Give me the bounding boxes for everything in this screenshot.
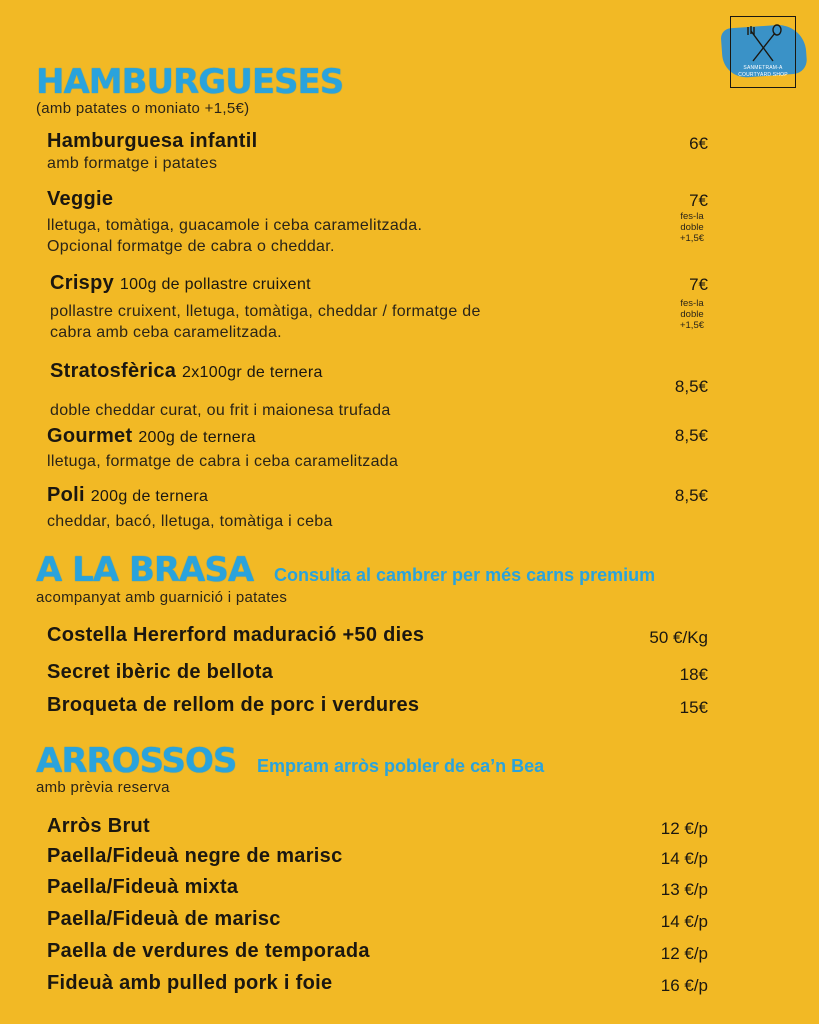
menu-item-name: Paella/Fideuà negre de marisc	[47, 845, 343, 867]
menu-item-desc: Opcional formatge de cabra o cheddar.	[47, 238, 335, 255]
section-subtitle-hamburgueses: (amb patates o moniato +1,5€)	[36, 100, 250, 117]
logo	[730, 16, 796, 88]
double-note-line: fes-la	[680, 211, 704, 222]
menu-item-name: Hamburguesa infantil	[47, 130, 258, 152]
menu-item-price: 12 €/p	[660, 819, 708, 838]
menu-item-name: Paella/Fideuà de marisc	[47, 908, 281, 930]
double-note-line: fes-la	[680, 298, 704, 309]
menu-item-name: Secret ibèric de bellota	[47, 661, 274, 683]
menu-item-name: Paella/Fideuà mixta	[47, 876, 239, 898]
menu-item-price: 8,5€	[674, 377, 708, 396]
menu-item-name	[50, 360, 323, 383]
section-title-hamburgueses: HAMBURGUESES	[36, 62, 344, 102]
section-title-brasa: A LA BRASA	[36, 550, 254, 590]
menu-item-price: 6€	[689, 134, 708, 153]
menu-item-name-text: Stratosfèrica	[50, 360, 177, 382]
menu-item-desc: cabra amb ceba caramelitzada.	[50, 324, 282, 341]
menu-item-inline-desc: 200g de ternera	[138, 429, 256, 446]
menu-item-inline-desc: 2x100gr de ternera	[182, 364, 323, 381]
menu-item-price: 7€	[689, 275, 708, 294]
menu-item-price: 8,5€	[674, 426, 708, 445]
section-subtitle-brasa: acompanyat amb guarnició i patates	[36, 589, 288, 606]
section-subtitle-arrossos: amb prèvia reserva	[36, 779, 170, 796]
menu-item-price: 18€	[679, 665, 708, 684]
section-title-arrossos: ARROSSOS	[36, 741, 237, 781]
logo-text-line2: COURTYARD SHOP	[738, 72, 788, 78]
menu-item-name-text: Poli	[47, 484, 85, 506]
menu-item-name-text: Crispy	[50, 272, 115, 294]
menu-item-desc: lletuga, formatge de cabra i ceba caramelitzada	[47, 453, 399, 470]
menu-item-desc: lletuga, tomàtiga, guacamole i ceba caramelitzada.	[47, 217, 423, 234]
menu-item-desc: doble cheddar curat, ou frit i maionesa trufada	[50, 402, 391, 419]
menu-item-desc: pollastre cruixent, lletuga, tomàtiga, cheddar / formatge de	[50, 303, 481, 320]
section-note-brasa: Consulta al cambrer per més carns premium	[274, 565, 656, 585]
double-note-line: +1,5€	[679, 233, 705, 244]
menu-item-name	[47, 425, 256, 448]
menu-item-name: Broqueta de rellom de porc i verdures	[47, 694, 420, 716]
menu-item-price: 13 €/p	[660, 880, 708, 899]
menu-item-price: 14 €/p	[660, 912, 708, 931]
double-note-line: doble	[680, 222, 704, 233]
menu-item-name: Veggie	[47, 188, 114, 210]
menu-item-name	[47, 484, 208, 507]
double-note	[667, 211, 717, 244]
menu-item-price: 7€	[689, 191, 708, 210]
menu-item-price: 14 €/p	[660, 849, 708, 868]
menu-item-price: 15€	[679, 698, 708, 717]
section-note-arrossos: Empram arròs pobler de ca’n Bea	[257, 756, 545, 776]
menu-item-name: Arròs Brut	[47, 815, 151, 837]
menu-item-desc: amb formatge i patates	[47, 155, 218, 172]
menu-item-inline-desc: 200g de ternera	[90, 488, 209, 505]
double-note-line: +1,5€	[679, 320, 705, 331]
menu-item-name	[50, 272, 311, 295]
menu-item-name: Paella de verdures de temporada	[47, 940, 370, 962]
menu-item-price: 8,5€	[674, 486, 708, 505]
menu-item-desc: cheddar, bacó, lletuga, tomàtiga i ceba	[47, 513, 333, 530]
menu-item-price: 16 €/p	[660, 976, 708, 995]
logo-text-line1: SANMETRAM-A	[743, 65, 783, 71]
menu-item-name: Fideuà amb pulled pork i foie	[47, 972, 333, 994]
double-note	[667, 298, 717, 331]
menu-item-price: 12 €/p	[660, 944, 708, 963]
menu-item-inline-desc: 100g de pollastre cruixent	[119, 276, 311, 293]
menu-item-price: 50 €/Kg	[649, 628, 708, 647]
menu-item-name: Costella Hererford maduració +50 dies	[47, 624, 425, 646]
menu-item-name-text: Gourmet	[47, 425, 133, 447]
double-note-line: doble	[680, 309, 704, 320]
